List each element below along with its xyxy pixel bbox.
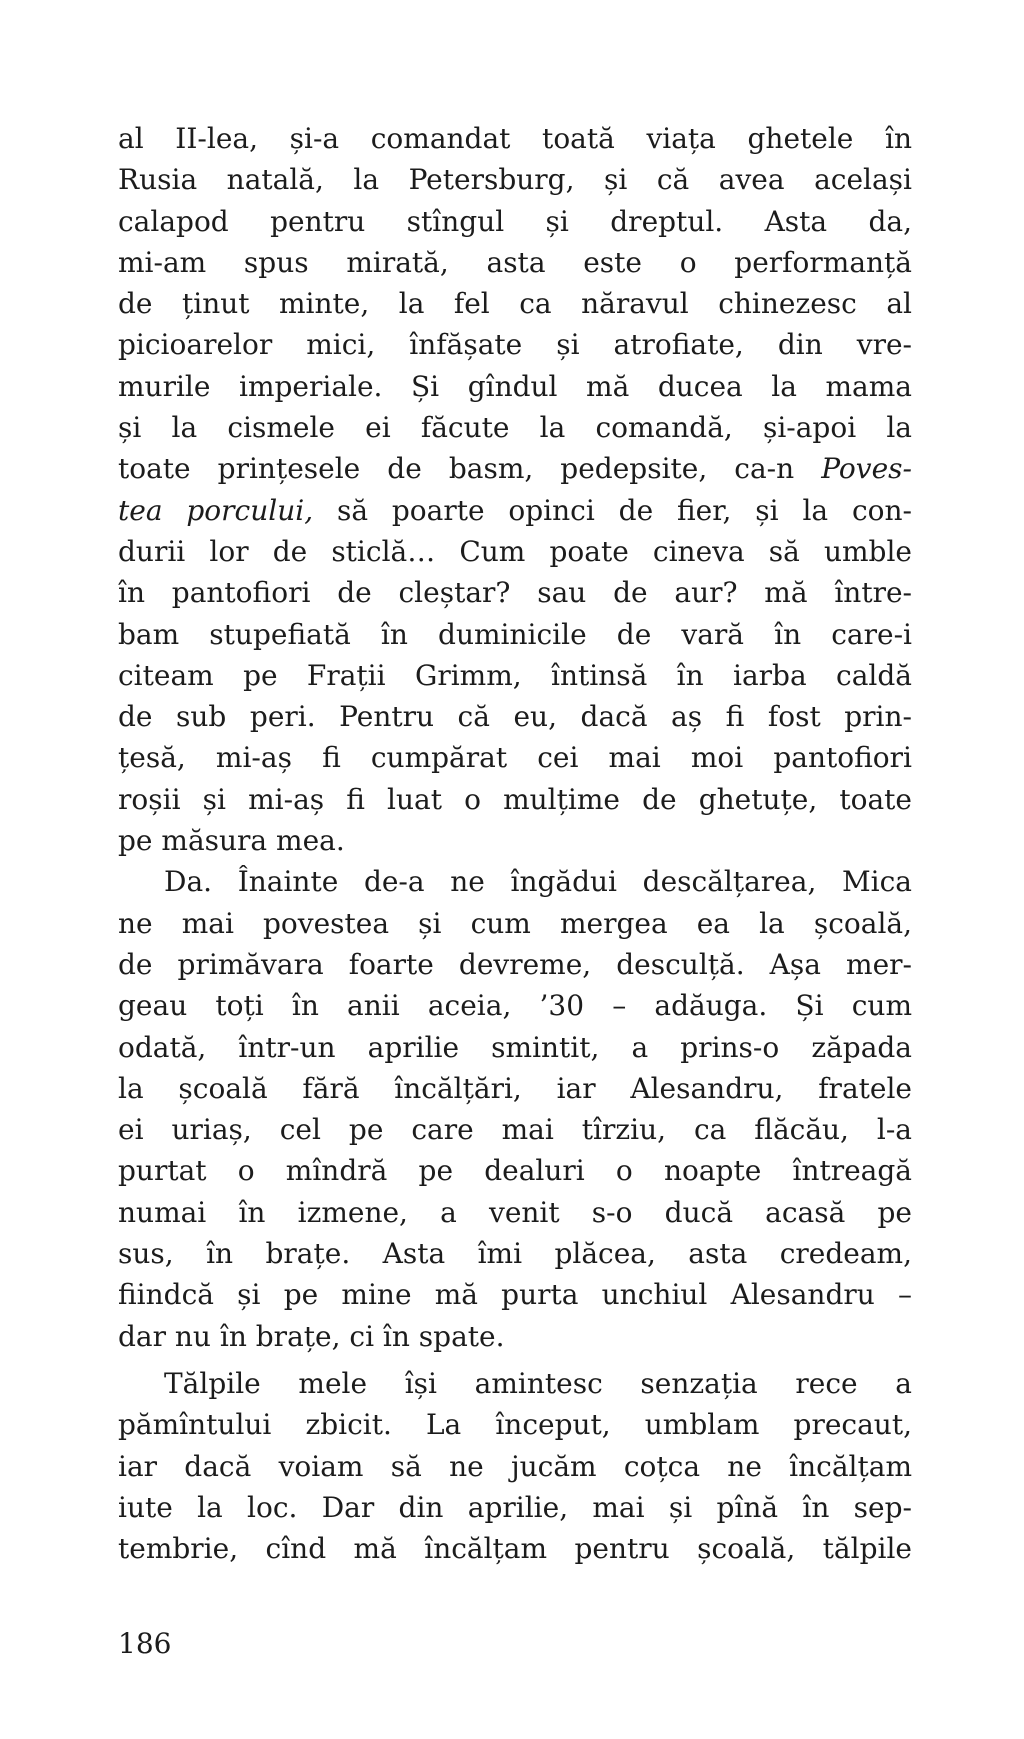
text-line: țesă, mi-aș fi cumpărat cei mai moi pantofiori: [118, 741, 912, 775]
text-line: de ținut minte, la fel ca năravul chinezesc al: [118, 287, 912, 321]
text-line: dar nu în brațe, ci în spate.: [118, 1319, 505, 1353]
line-text: să poarte opinci de fier, și la con-: [313, 493, 912, 527]
text-line: sus, în brațe. Asta îmi plăcea, asta credeam,: [118, 1237, 912, 1271]
text-line: pe măsura mea.: [118, 824, 345, 858]
text-line: calapod pentru stîngul și dreptul. Asta da,: [118, 204, 912, 238]
text-line: durii lor de sticlă… Cum poate cineva să umble: [118, 534, 912, 568]
text-line: și la cismele ei făcute la comandă, și-apoi la: [118, 411, 912, 445]
text-line: ei uriaș, cel pe care mai tîrziu, ca flăcău, l-a: [118, 1113, 912, 1147]
text-line: ne mai povestea și cum mergea ea la școală,: [118, 906, 912, 940]
text-line: de primăvara foarte devreme, desculță. Așa mer-: [118, 947, 912, 981]
paragraph-start-line: Tălpile mele își amintesc senzația rece a: [164, 1366, 912, 1400]
text-line: murile imperiale. Și gîndul mă ducea la mama: [118, 369, 912, 403]
text-line: în pantofiori de cleștar? sau de aur? mă între-: [118, 576, 912, 610]
text-line: [118, 448, 912, 489]
text-line: [118, 490, 912, 531]
paragraph-start-line: Da. Înainte de-a ne îngădui descălțarea, Mica: [164, 865, 912, 899]
text-line: al II-lea, și-a comandat toată viața ghetele în: [118, 122, 912, 155]
line-text: toate prințesele de basm, pedepsite, ca-n: [118, 452, 822, 486]
text-line: la școală fără încălțări, iar Alesandru, fratele: [118, 1071, 912, 1105]
page-number: 186: [118, 1627, 172, 1660]
text-line: tembrie, cînd mă încălțam pentru școală, tălpile: [118, 1532, 912, 1566]
text-line: fiindcă și pe mine mă purta unchiul Alesandru –: [118, 1278, 912, 1312]
text-line: odată, într-un aprilie smintit, a prins-o zăpada: [118, 1030, 912, 1064]
book-title-italic: Poves-: [821, 452, 912, 486]
text-line: purtat o mîndră pe dealuri o noapte întreagă: [118, 1154, 912, 1188]
text-line: picioarelor mici, înfășate și atrofiate, din vre-: [118, 328, 912, 362]
text-line: mi-am spus mirată, asta este o performanță: [118, 245, 912, 279]
text-line: iute la loc. Dar din aprilie, mai și pînă în sep-: [118, 1490, 912, 1524]
text-line: geau toți în anii aceia, ’30 – adăuga. Și cum: [118, 989, 912, 1023]
text-line: pămîntului zbicit. La început, umblam precaut,: [118, 1408, 912, 1442]
body-text: [118, 118, 912, 1569]
text-line: numai în izmene, a venit s-o ducă acasă pe: [118, 1195, 912, 1229]
text-line: roșii și mi-aș fi luat o mulțime de ghetuțe, toate: [118, 782, 912, 816]
text-line: citeam pe Frații Grimm, întinsă în iarba caldă: [118, 658, 912, 692]
text-line: de sub peri. Pentru că eu, dacă aș fi fost prin-: [118, 700, 912, 734]
text-line: bam stupefiată în duminicile de vară în care-i: [118, 617, 912, 651]
book-title-italic: tea porcului,: [118, 493, 314, 527]
text-line: iar dacă voiam să ne jucăm coțca ne încălțam: [118, 1449, 912, 1483]
text-line: Rusia natală, la Petersburg, și că avea același: [118, 163, 912, 197]
